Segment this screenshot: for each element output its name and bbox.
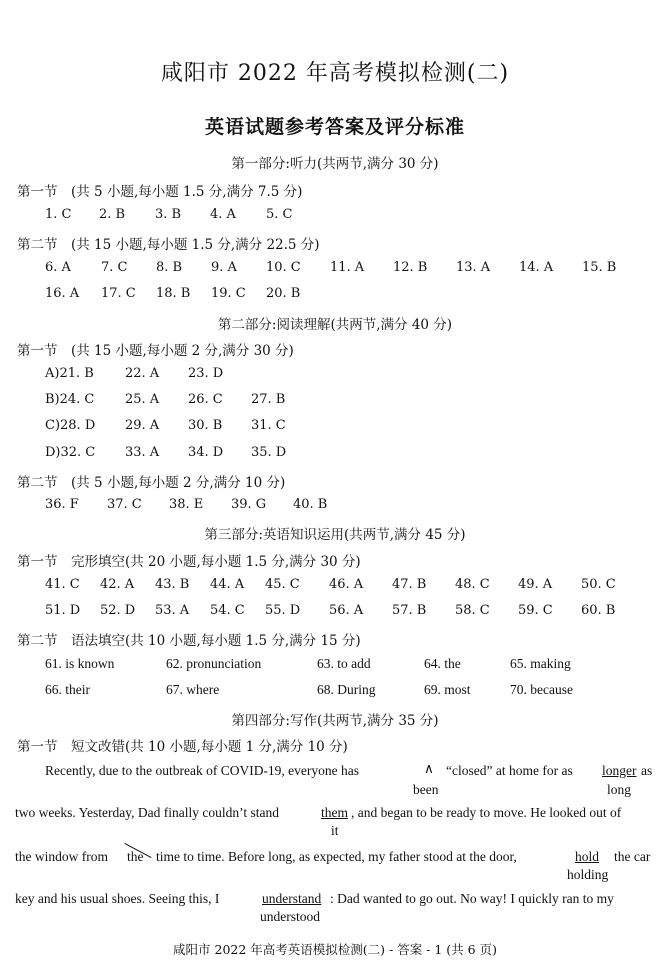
answer: 68. During	[317, 682, 376, 697]
correction-word: long	[607, 782, 632, 797]
answer: 51. D	[45, 603, 81, 618]
answer: 8. B	[156, 260, 183, 275]
answer: 37. C	[107, 497, 142, 512]
essay-text: key and his usual shoes. Seeing this, I	[15, 891, 220, 906]
answer: 56. A	[329, 603, 364, 618]
document-subtitle: 英语试题参考答案及评分标准	[204, 116, 465, 138]
answer: 64. the	[424, 656, 461, 671]
answer: 13. A	[456, 260, 491, 275]
answer: 70. because	[510, 682, 573, 697]
answer: 36. F	[45, 497, 79, 512]
answer: 23. D	[188, 366, 224, 381]
answer: 43. B	[155, 577, 190, 592]
essay-text: , and began to be ready to move. He looked out of	[351, 805, 622, 820]
answer: 58. C	[455, 603, 490, 618]
answer: 47. B	[392, 577, 427, 592]
answer: 31. C	[251, 418, 286, 433]
essay-text: “closed” at home for as	[446, 763, 573, 778]
part3-sec2-label: 第二节 语法填空(共 10 小题,每小题 1.5 分,满分 15 分)	[17, 633, 361, 649]
answer: 12. B	[393, 260, 428, 275]
answer: 44. A	[210, 577, 245, 592]
answer: 14. A	[519, 260, 554, 275]
correction-word: understood	[260, 909, 320, 924]
error-word: them	[321, 805, 348, 820]
part2-sec2-label: 第二节 (共 5 小题,每小题 2 分,满分 10 分)	[17, 475, 286, 491]
answer: 35. D	[251, 445, 287, 460]
answer: 26. C	[188, 392, 223, 407]
part3-heading: 第三部分:英语知识运用(共两节,满分 45 分)	[204, 527, 466, 543]
essay-text: the car	[614, 849, 651, 864]
answer: 41. C	[45, 577, 80, 592]
answer: 2. B	[99, 207, 126, 222]
answer: 15. B	[582, 260, 617, 275]
answer: 62. pronunciation	[166, 656, 262, 671]
correction-word: it	[331, 823, 339, 838]
part3-sec1-label: 第一节 完形填空(共 20 小题,每小题 1.5 分,满分 30 分)	[17, 554, 361, 570]
answer: 63. to add	[317, 656, 371, 671]
answer: 67. where	[166, 682, 220, 697]
answer: 48. C	[455, 577, 490, 592]
deleted-word	[127, 849, 144, 865]
answer: 1. C	[45, 207, 72, 222]
correction-word: holding	[567, 867, 609, 882]
essay-text: Recently, due to the outbreak of COVID-19, everyone has	[45, 763, 360, 778]
answer: 69. most	[424, 682, 471, 697]
answer: 55. D	[265, 603, 301, 618]
essay-text: two weeks. Yesterday, Dad finally couldn’t stand	[15, 805, 279, 820]
essay-line	[45, 763, 359, 779]
answer: 61. is known	[45, 656, 115, 671]
answer: 7. C	[101, 260, 128, 275]
part1-sec1-label: 第一节 (共 5 小题,每小题 1.5 分,满分 7.5 分)	[17, 184, 303, 200]
answer: 3. B	[155, 207, 182, 222]
answer: 57. B	[392, 603, 427, 618]
part2-sec1-label: 第一节 (共 15 小题,每小题 2 分,满分 30 分)	[17, 343, 294, 359]
answer: 19. C	[211, 286, 246, 301]
correction-word: been	[413, 782, 439, 797]
answer: 6. A	[45, 260, 71, 275]
essay-text: the window from	[15, 849, 108, 864]
answer: 52. D	[100, 603, 136, 618]
insert-caret-mark: ∧	[424, 761, 434, 776]
part2-heading: 第二部分:阅读理解(共两节,满分 40 分)	[217, 317, 453, 333]
answer: 39. G	[231, 497, 267, 512]
answer: 9. A	[211, 260, 237, 275]
answer: 53. A	[155, 603, 190, 618]
answer: 16. A	[45, 286, 80, 301]
answer: 25. A	[125, 392, 160, 407]
answer: 50. C	[581, 577, 616, 592]
answer: 4. A	[210, 207, 236, 222]
answer: B)24. C	[45, 392, 95, 407]
answer: C)28. D	[45, 418, 96, 433]
answer: 29. A	[125, 418, 160, 433]
answer: 5. C	[266, 207, 293, 222]
answer: 11. A	[330, 260, 365, 275]
essay-text: as	[641, 763, 653, 778]
essay-text: time to time. Before long, as expected, my father stood at the door,	[156, 849, 517, 864]
answer: 65. making	[510, 656, 571, 671]
answer: D)32. C	[45, 445, 96, 460]
answer: 20. B	[266, 286, 301, 301]
answer: 30. B	[188, 418, 223, 433]
page-footer: 咸阳市 2022 年高考英语模拟检测(二) - 答案 - 1 (共 6 页)	[173, 942, 497, 957]
answer: A)21. B	[45, 366, 94, 381]
answer: 42. A	[100, 577, 135, 592]
answer: 49. A	[518, 577, 553, 592]
answer: 45. C	[265, 577, 300, 592]
answer: 38. E	[169, 497, 204, 512]
answer: 33. A	[125, 445, 160, 460]
part1-sec2-label: 第二节 (共 15 小题,每小题 1.5 分,满分 22.5 分)	[17, 237, 320, 253]
answer: 60. B	[581, 603, 616, 618]
essay-text: : Dad wanted to go out. No way! I quickly ran to my	[330, 891, 614, 906]
answer: 27. B	[251, 392, 286, 407]
deleted-word-text: the	[127, 849, 144, 864]
answer: 66. their	[45, 682, 90, 697]
document-title: 咸阳市 2022 年高考模拟检测(二)	[160, 61, 510, 86]
answer: 40. B	[293, 497, 328, 512]
error-word: longer	[602, 763, 637, 778]
error-word: understand	[262, 891, 322, 906]
answer: 46. A	[329, 577, 364, 592]
error-word: hold	[575, 849, 600, 864]
answer: 17. C	[101, 286, 136, 301]
part1-heading: 第一部分:听力(共两节,满分 30 分)	[231, 156, 439, 172]
answer: 34. D	[188, 445, 224, 460]
answer: 54. C	[210, 603, 245, 618]
answer: 18. B	[156, 286, 191, 301]
answer: 22. A	[125, 366, 160, 381]
part4-heading: 第四部分:写作(共两节,满分 35 分)	[231, 713, 439, 729]
answer: 10. C	[266, 260, 301, 275]
answer: 59. C	[518, 603, 553, 618]
part4-sec1-label: 第一节 短文改错(共 10 小题,每小题 1 分,满分 10 分)	[17, 739, 348, 755]
